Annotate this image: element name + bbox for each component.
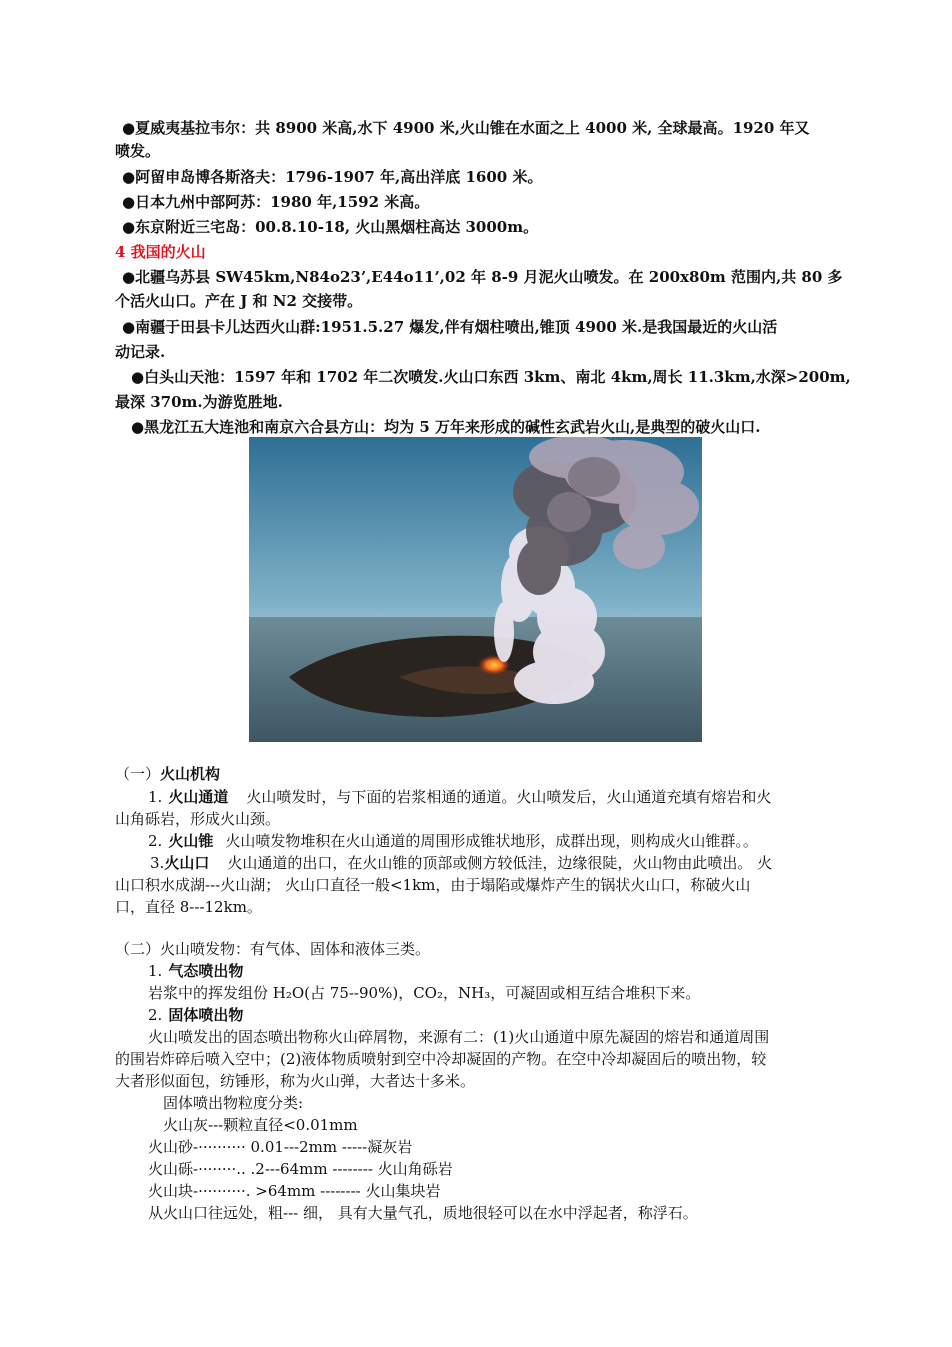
paragraph: 火山喷发出的固态喷出物称火山碎屑物，来源有二：(1)火山通道中原先凝固的熔岩和通道周围 — [148, 1028, 770, 1046]
list-item-continuation: 最深 370m.为游览胜地. — [115, 393, 283, 411]
subheading: 2. 固体喷出物 — [148, 1006, 244, 1024]
paragraph-continuation: 大者形似面包，纺锤形，称为火山弹，大者达十多米。 — [115, 1072, 476, 1090]
list-item: ●阿留申岛博各斯洛夫：1796-1907 年,高出洋底 1600 米。 — [122, 168, 543, 186]
subheading: 1. 气态喷出物 — [148, 962, 244, 980]
list-item-continuation: 喷发。 — [115, 142, 161, 160]
list-item: ●黑龙江五大连池和南京六合县方山：均为 5 万年来形成的碱性玄武岩火山,是典型的破火山口. — [131, 418, 761, 436]
list-item: ●白头山天池：1597 年和 1702 年二次喷发.火山口东西 3km、南北 4km,周长 11.3km,水深>200m, — [131, 368, 851, 386]
volcano-eruption-photo — [249, 437, 702, 742]
list-item: ●南疆于田县卡儿达西火山群:1951.5.27 爆发,伴有烟柱喷出,锥顶 4900 米.是我国最近的火山活 — [122, 318, 778, 336]
list-item: ●夏威夷基拉韦尔：共 8900 米高,水下 4900 米,火山锥在水面之上 4000 米, 全球最高。1920 年又 — [122, 119, 810, 137]
list-item: ●日本九州中部阿苏：1980 年,1592 米高。 — [122, 193, 430, 211]
paragraph-continuation: 的围岩炸碎后喷入空中；(2)液体物质喷射到空中冷却凝固的产物。在空中冷却凝固后的喷出物，较 — [115, 1050, 767, 1068]
paragraph-continuation: 山角砾岩，形成火山颈。 — [115, 810, 281, 828]
list-item: ●北疆乌苏县 SW45km,N84o23’,E44o11’,02 年 8-9 月泥火山喷发。在 200x80m 范围内,共 80 多 — [122, 268, 843, 286]
paragraph: 3.火山口 火山通道的出口，在火山锥的顶部或侧方较低洼，边缘很陡，火山物由此喷出。 火 — [150, 854, 773, 872]
list-item-continuation: 动记录. — [115, 343, 166, 361]
paragraph-continuation: 口，直径 8---12km。 — [115, 898, 262, 916]
grain-row: 火山砾-········.. .2---64mm -------- 火山角砾岩 — [148, 1160, 453, 1178]
grain-title: 固体喷出物粒度分类: — [163, 1094, 304, 1112]
paragraph: 2. 火山锥 火山喷发物堆积在火山通道的周围形成锥状地形，成群出现，则构成火山锥群。。 — [148, 832, 758, 850]
list-item: ●东京附近三宅岛：00.8.10-18, 火山黑烟柱高达 3000m。 — [122, 218, 539, 236]
section-heading: （二）火山喷发物：有气体、固体和液体三类。 — [115, 940, 431, 958]
paragraph: 从火山口往远处，粗--- 细， 具有大量气孔，质地很轻可以在水中浮起者，称浮石。 — [148, 1204, 698, 1222]
grain-row: 火山砂-·········· 0.01---2mm -----凝灰岩 — [148, 1138, 413, 1156]
grain-row: 火山块-··········. >64mm -------- 火山集块岩 — [148, 1182, 441, 1200]
paragraph: 1. 火山通道 火山喷发时，与下面的岩浆相通的通道。火山喷发后，火山通道充填有熔岩和火 — [148, 788, 772, 806]
list-item-continuation: 个活火山口。产在 J 和 N2 交接带。 — [115, 292, 363, 310]
section-heading: （一）火山机构 — [115, 765, 221, 783]
grain-row: 火山灰---颗粒直径<0.01mm — [163, 1116, 358, 1134]
paragraph: 岩浆中的挥发组份 H₂O(占 75--90%)，CO₂，NH₃，可凝固或相互结合堆积下来。 — [148, 984, 701, 1002]
section-title: 4 我国的火山 — [115, 243, 206, 261]
paragraph-continuation: 山口积水成湖---火山湖； 火山口直径一般<1km，由于塌陷或爆炸产生的锅状火山口，称破火山 — [115, 876, 751, 894]
